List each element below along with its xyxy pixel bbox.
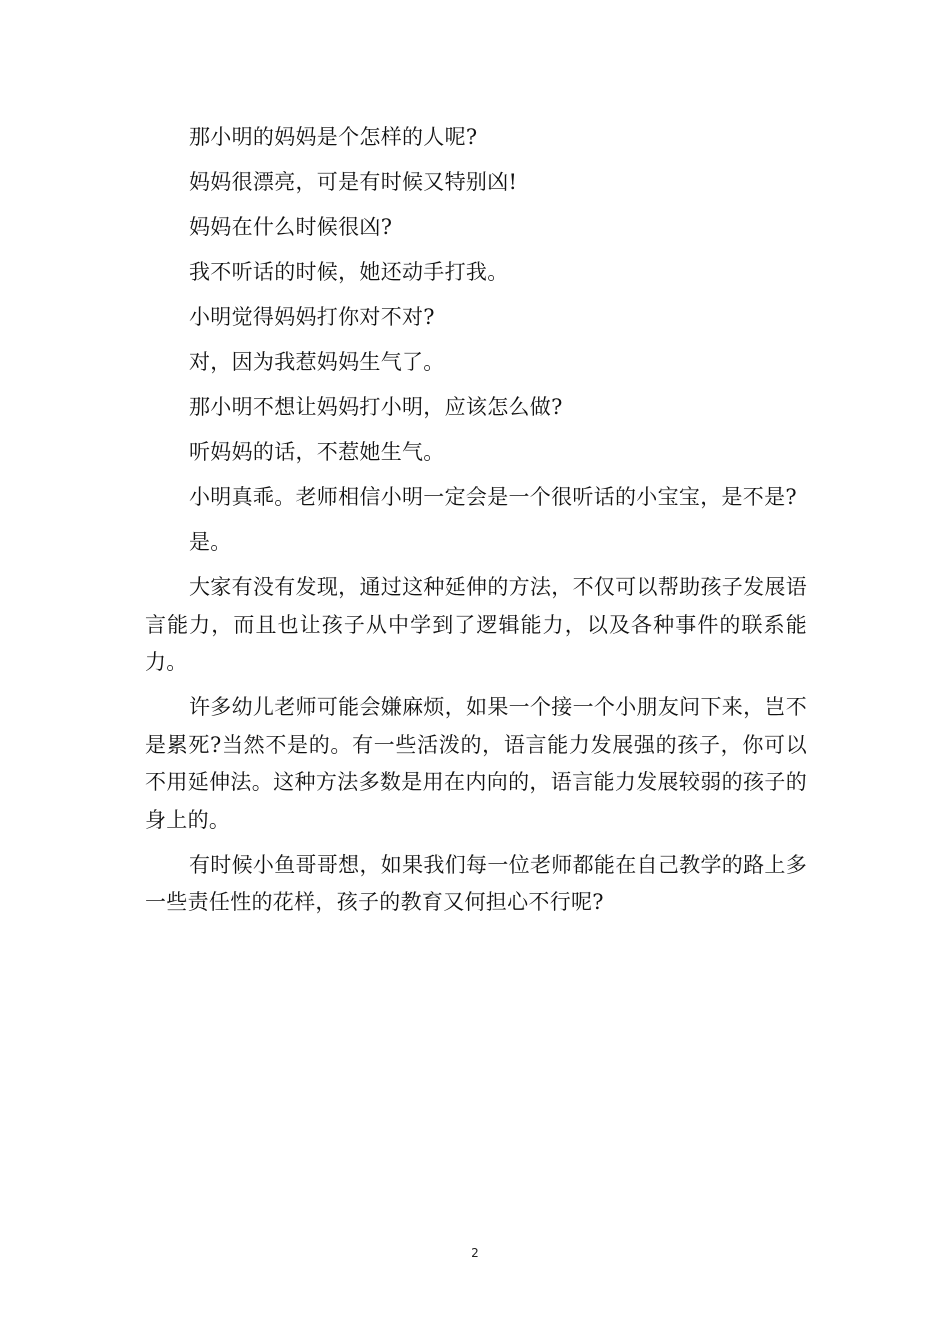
paragraph-12: 许多幼儿老师可能会嫌麻烦，如果一个接一个小朋友问下来，岂不是累死?当然不是的。有一些活泼的，语言能力发展强的孩子，你可以不用延伸法。这种方法多数是用在内向的，语言能力发展较弱的孩子的身上的。 — [145, 695, 807, 832]
paragraph-8: 听妈妈的话，不惹她生气。 — [189, 440, 445, 464]
paragraph-10: 是。 — [189, 530, 232, 554]
document-body — [145, 119, 807, 929]
paragraph-9: 小明真乖。老师相信小明一定会是一个很听话的小宝宝，是不是? — [189, 485, 797, 509]
paragraph-1: 那小明的妈妈是个怎样的人呢? — [189, 125, 478, 149]
paragraph-5: 小明觉得妈妈打你对不对? — [189, 305, 435, 329]
page-number: 2 — [471, 1246, 479, 1260]
paragraph-2: 妈妈很漂亮，可是有时候又特别凶! — [189, 170, 518, 194]
paragraph-3: 妈妈在什么时候很凶? — [189, 215, 393, 239]
paragraph-13: 有时候小鱼哥哥想，如果我们每一位老师都能在自己教学的路上多一些责任性的花样，孩子的教育又何担心不行呢? — [145, 852, 807, 914]
paragraph-7: 那小明不想让妈妈打小明，应该怎么做? — [189, 395, 563, 419]
paragraph-6: 对，因为我惹妈妈生气了。 — [189, 350, 445, 374]
paragraph-11: 大家有没有发现，通过这种延伸的方法，不仅可以帮助孩子发展语言能力，而且也让孩子从中学到了逻辑能力，以及各种事件的联系能力。 — [145, 575, 807, 674]
paragraph-4: 我不听话的时候，她还动手打我。 — [189, 260, 509, 284]
